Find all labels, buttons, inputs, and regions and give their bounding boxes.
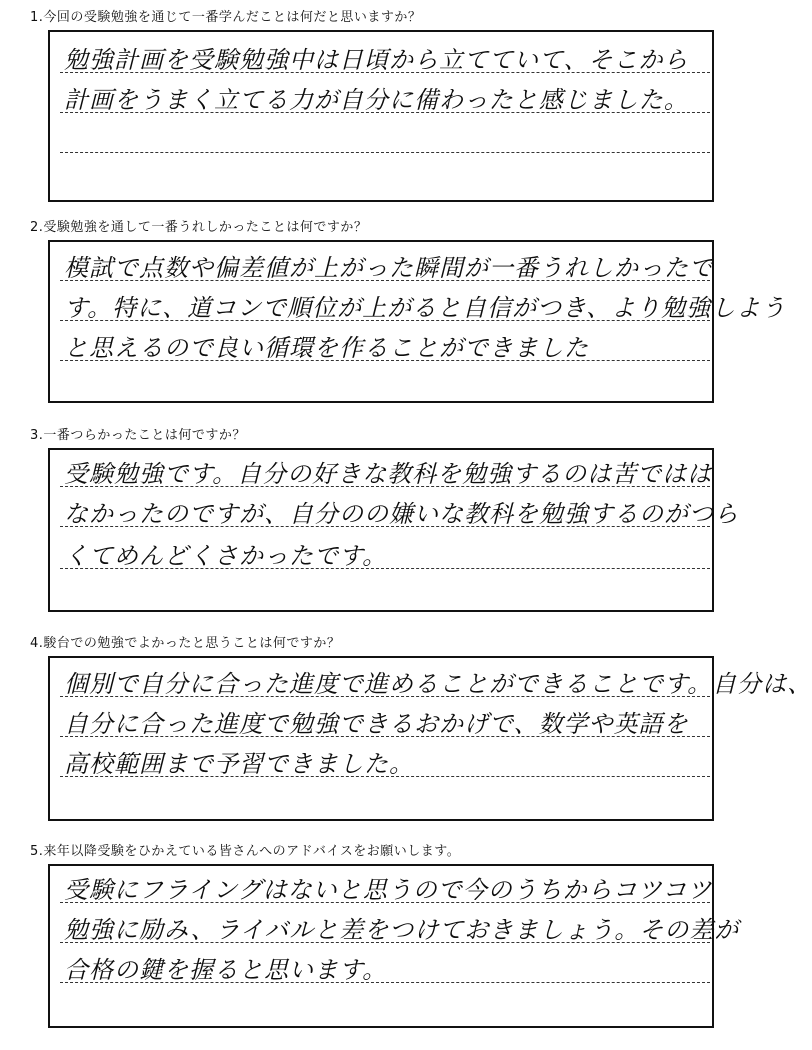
writing-line <box>60 736 710 737</box>
answer-4-line-1: 個別で自分に合った進度で進めることができることです。自分は、 <box>64 670 812 698</box>
answer-2-line-1: 模試で点数や偏差値が上がった瞬間が一番うれしかったで <box>64 254 714 282</box>
writing-line <box>60 486 710 487</box>
writing-line <box>60 982 710 983</box>
writing-line <box>60 360 710 361</box>
writing-line <box>60 942 710 943</box>
answer-3-line-3: くてめんどくさかったです。 <box>64 542 388 570</box>
answer-5-line-2: 勉強に励み、ライバルと差をつけておきましょう。その差が <box>64 916 740 944</box>
question-2-label: 2.受験勉強を通して一番うれしかったことは何ですか？ <box>30 220 368 235</box>
answer-3-line-1: 受験勉強です。自分の好きな教科を勉強するのは苦ではは <box>64 460 713 488</box>
writing-line <box>60 112 710 113</box>
writing-line <box>60 696 710 697</box>
answer-4-line-3: 高校範囲まで予習できました。 <box>64 750 414 778</box>
writing-line <box>60 776 710 777</box>
writing-line <box>60 280 710 281</box>
writing-line <box>60 526 710 527</box>
answer-5-line-3: 合格の鍵を握ると思います。 <box>64 956 388 984</box>
answer-2-line-3: と思えるので良い循環を作ることができました <box>64 334 589 362</box>
question-5-label: 5.来年以降受験をひかえている皆さんへのアドバイスをお願いします。 <box>30 844 461 859</box>
answer-1-line-2: 計画をうまく立てる力が自分に備わったと感じました。 <box>64 86 689 114</box>
answer-5-line-1: 受験にフライングはないと思うので今のうちからコツコツ <box>64 876 713 904</box>
answer-2-line-2: す。特に、道コンで順位が上がると自信がつき、より勉強しよう <box>64 294 787 322</box>
answer-4-line-2: 自分に合った進度で勉強できるおかげで、数学や英語を <box>64 710 689 738</box>
question-3-label: 3.一番つらかったことは何ですか？ <box>30 428 246 443</box>
answer-1-line-1: 勉強計画を受験勉強中は日頃から立てていて、そこから <box>64 46 689 74</box>
answer-3-line-2: なかったのですが、自分のの嫌いな教科を勉強するのがつら <box>64 500 739 528</box>
question-4-label: 4.駿台での勉強でよかったと思うことは何ですか？ <box>30 636 341 651</box>
writing-line <box>60 902 710 903</box>
writing-line <box>60 152 710 153</box>
writing-line <box>60 72 710 73</box>
writing-line <box>60 568 710 569</box>
question-1-label: 1.今回の受験勉強を通じて一番学んだことは何だと思いますか？ <box>30 10 422 25</box>
writing-line <box>60 320 710 321</box>
